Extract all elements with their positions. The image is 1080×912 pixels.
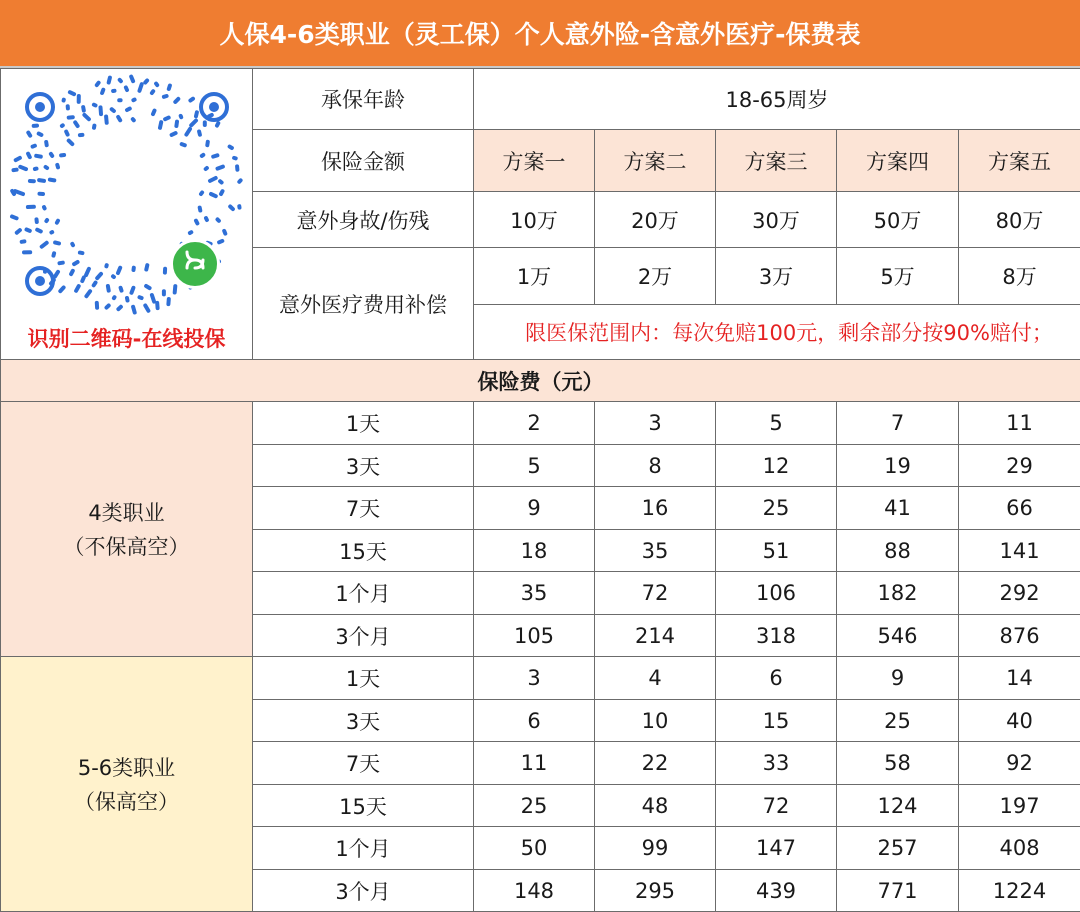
premium-cell: 439 xyxy=(716,870,837,912)
medical-value: 2万 xyxy=(595,248,716,305)
plan-5-header: 方案五 xyxy=(959,130,1080,192)
plan-1-header: 方案一 xyxy=(474,130,595,192)
plan-4-header: 方案四 xyxy=(837,130,959,192)
qr-caption: 识别二维码-在线投保 xyxy=(2,323,252,353)
period-cell: 3个月 xyxy=(253,615,474,657)
period-cell: 15天 xyxy=(253,785,474,827)
period-cell: 3天 xyxy=(253,445,474,487)
premium-cell: 6 xyxy=(716,657,837,700)
premium-cell: 408 xyxy=(959,827,1080,870)
premium-cell: 15 xyxy=(716,700,837,742)
premium-cell: 3 xyxy=(595,402,716,445)
premium-cell: 33 xyxy=(716,742,837,785)
premium-cell: 9 xyxy=(474,487,595,530)
premium-cell: 99 xyxy=(595,827,716,870)
premium-cell: 92 xyxy=(959,742,1080,785)
premium-cell: 14 xyxy=(959,657,1080,700)
premium-cell: 1224 xyxy=(959,870,1080,912)
premium-cell: 41 xyxy=(837,487,959,530)
plan-2-header: 方案二 xyxy=(595,130,716,192)
premium-cell: 10 xyxy=(595,700,716,742)
premium-cell: 292 xyxy=(959,572,1080,615)
premium-row xyxy=(1,402,1080,445)
occupation-note: （保高空） xyxy=(1,786,252,816)
premium-cell: 51 xyxy=(716,530,837,572)
wechat-mini-program-icon xyxy=(170,239,220,289)
premium-cell: 771 xyxy=(837,870,959,912)
premium-cell: 18 xyxy=(474,530,595,572)
premium-cell: 141 xyxy=(959,530,1080,572)
premium-section-row xyxy=(1,360,1080,402)
premium-cell: 35 xyxy=(595,530,716,572)
period-cell: 1天 xyxy=(253,657,474,700)
premium-cell: 6 xyxy=(474,700,595,742)
death-value: 50万 xyxy=(837,192,959,248)
premium-cell: 29 xyxy=(959,445,1080,487)
premium-cell: 9 xyxy=(837,657,959,700)
premium-cell: 22 xyxy=(595,742,716,785)
premium-cell: 7 xyxy=(837,402,959,445)
period-cell: 15天 xyxy=(253,530,474,572)
premium-cell: 3 xyxy=(474,657,595,700)
qr-code-cell[interactable] xyxy=(1,69,253,360)
occupation-class: 5-6类职业 xyxy=(1,752,252,782)
premium-cell: 105 xyxy=(474,615,595,657)
premium-cell: 5 xyxy=(716,402,837,445)
premium-cell: 124 xyxy=(837,785,959,827)
occupation-group-label xyxy=(1,402,253,657)
page-title: 人保4-6类职业（灵工保）个人意外险-含意外医疗-保费表 xyxy=(0,0,1080,68)
premium-cell: 12 xyxy=(716,445,837,487)
premium-cell: 148 xyxy=(474,870,595,912)
medical-label: 意外医疗费用补偿 xyxy=(253,248,474,360)
premium-cell: 25 xyxy=(837,700,959,742)
age-value: 18-65周岁 xyxy=(474,69,1080,130)
premium-cell: 58 xyxy=(837,742,959,785)
amount-label: 保险金额 xyxy=(253,130,474,192)
occupation-class: 4类职业 xyxy=(1,497,252,527)
period-cell: 3天 xyxy=(253,700,474,742)
premium-cell: 4 xyxy=(595,657,716,700)
medical-note: 限医保范围内：每次免赔100元，剩余部分按90%赔付； xyxy=(474,305,1080,360)
premium-cell: 11 xyxy=(959,402,1080,445)
premium-cell: 106 xyxy=(716,572,837,615)
premium-cell: 8 xyxy=(595,445,716,487)
premium-cell: 88 xyxy=(837,530,959,572)
premium-cell: 72 xyxy=(595,572,716,615)
premium-cell: 50 xyxy=(474,827,595,870)
period-cell: 7天 xyxy=(253,742,474,785)
premium-cell: 11 xyxy=(474,742,595,785)
qr-code[interactable] xyxy=(2,69,252,359)
premium-cell: 182 xyxy=(837,572,959,615)
premium-cell: 40 xyxy=(959,700,1080,742)
period-cell: 7天 xyxy=(253,487,474,530)
period-cell: 1个月 xyxy=(253,827,474,870)
premium-cell: 147 xyxy=(716,827,837,870)
premium-cell: 25 xyxy=(474,785,595,827)
premium-cell: 318 xyxy=(716,615,837,657)
death-value: 30万 xyxy=(716,192,837,248)
occupation-note: （不保高空） xyxy=(1,531,252,561)
occupation-group-label xyxy=(1,657,253,912)
premium-cell: 2 xyxy=(474,402,595,445)
premium-cell: 16 xyxy=(595,487,716,530)
death-label: 意外身故/伤残 xyxy=(253,192,474,248)
period-cell: 1个月 xyxy=(253,572,474,615)
medical-value: 1万 xyxy=(474,248,595,305)
premium-cell: 19 xyxy=(837,445,959,487)
death-value: 10万 xyxy=(474,192,595,248)
death-value: 20万 xyxy=(595,192,716,248)
premium-section-label: 保险费（元） xyxy=(1,360,1080,402)
medical-value: 5万 xyxy=(837,248,959,305)
age-label: 承保年龄 xyxy=(253,69,474,130)
age-row xyxy=(1,69,1080,130)
medical-value: 8万 xyxy=(959,248,1080,305)
plan-3-header: 方案三 xyxy=(716,130,837,192)
period-cell: 1天 xyxy=(253,402,474,445)
premium-cell: 546 xyxy=(837,615,959,657)
premium-cell: 197 xyxy=(959,785,1080,827)
premium-cell: 35 xyxy=(474,572,595,615)
period-cell: 3个月 xyxy=(253,870,474,912)
premium-row xyxy=(1,657,1080,700)
premium-cell: 66 xyxy=(959,487,1080,530)
premium-cell: 72 xyxy=(716,785,837,827)
premium-cell: 5 xyxy=(474,445,595,487)
premium-cell: 257 xyxy=(837,827,959,870)
premium-cell: 876 xyxy=(959,615,1080,657)
premium-cell: 295 xyxy=(595,870,716,912)
medical-value: 3万 xyxy=(716,248,837,305)
death-value: 80万 xyxy=(959,192,1080,248)
premium-table xyxy=(0,68,1080,912)
premium-cell: 25 xyxy=(716,487,837,530)
premium-cell: 48 xyxy=(595,785,716,827)
premium-cell: 214 xyxy=(595,615,716,657)
